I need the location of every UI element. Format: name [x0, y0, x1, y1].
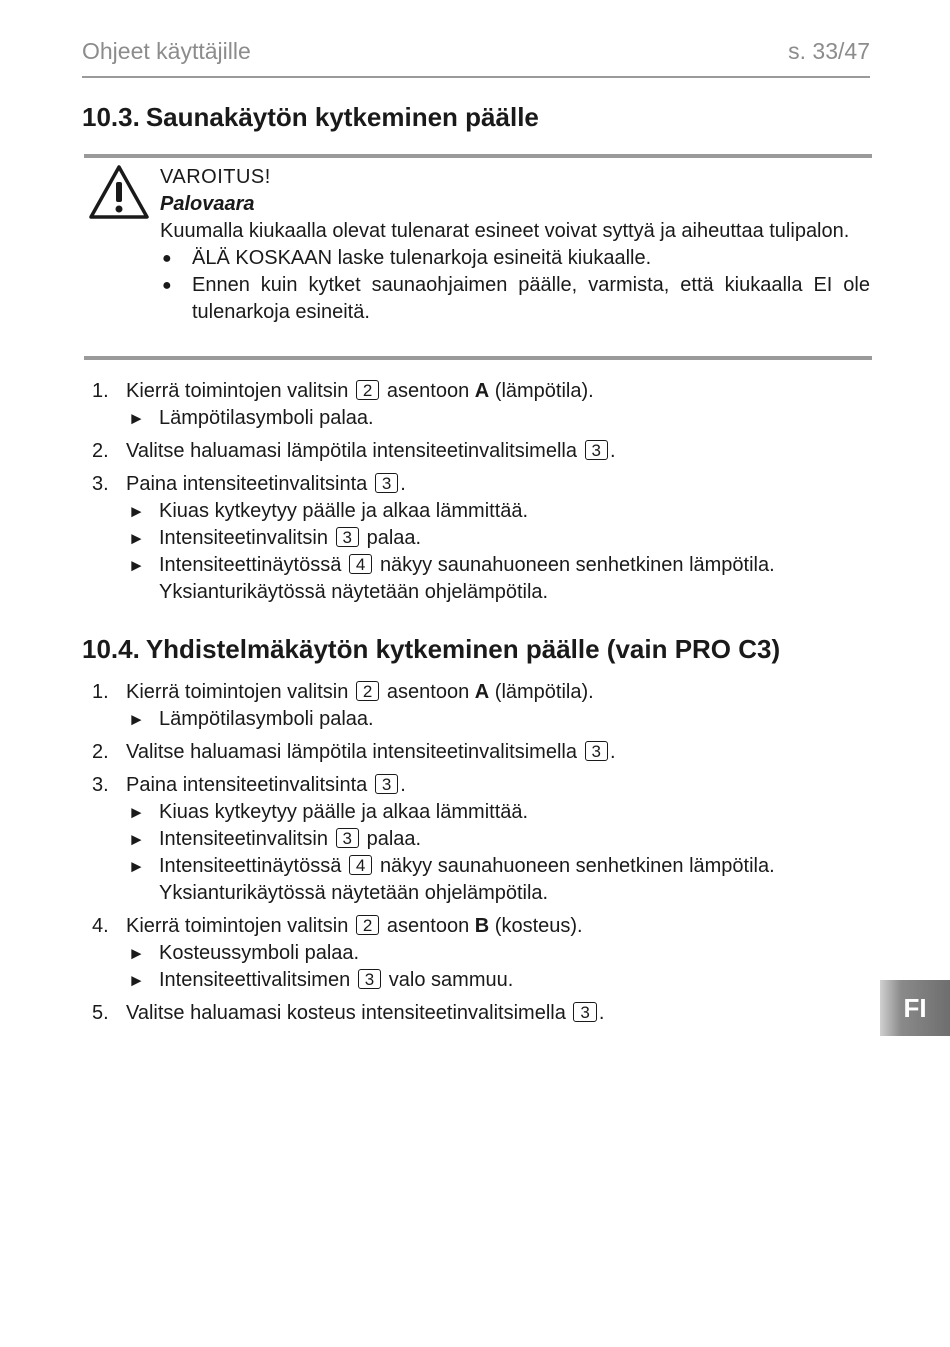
step-text: Valitse haluamasi lämpötila intensiteetinvalitsimella — [126, 741, 577, 763]
reference-box: 2 — [356, 681, 379, 701]
result-arrow-icon: ► — [128, 710, 145, 729]
result-line — [126, 940, 872, 967]
result-text: näkyy saunahuoneen senhetkinen lämpötila. Yksianturikäytössä näytetään ohjelämpötila. — [159, 554, 775, 603]
reference-box: 2 — [356, 915, 379, 935]
result-line — [126, 826, 872, 853]
step-number: 5. — [92, 1002, 109, 1024]
result-line — [126, 525, 872, 552]
reference-box: 3 — [573, 1002, 596, 1022]
result-line — [126, 853, 872, 907]
step-text: Kierrä toimintojen valitsin — [126, 915, 349, 937]
reference-box: 3 — [375, 774, 398, 794]
reference-box: 3 — [358, 969, 381, 989]
warning-text: Kuumalla kiukaalla olevat tulenarat esineet voivat syttyä ja aiheuttaa tulipalon. — [160, 220, 850, 242]
result-text: Lämpötilasymboli palaa. — [159, 407, 374, 429]
result-text: Intensiteettinäytössä — [159, 554, 342, 576]
step-item — [92, 679, 872, 733]
result-text: valo sammuu. — [388, 969, 514, 991]
result-text: Intensiteettivalitsimen — [159, 969, 351, 991]
step-text: . — [610, 440, 616, 462]
warning-title: VAROITUS! — [160, 166, 271, 188]
section-number: 10.3. — [82, 102, 140, 132]
reference-box: 4 — [349, 554, 372, 574]
page-number: s. 33/47 — [788, 38, 870, 64]
warning-bullets — [160, 245, 870, 326]
result-line — [126, 552, 872, 606]
step-text: (lämpötila). — [494, 380, 594, 402]
step-text: asentoon — [386, 380, 470, 402]
step-item — [92, 438, 872, 465]
step-item — [92, 471, 872, 606]
result-arrow-icon: ► — [128, 529, 145, 548]
step-text: asentoon — [386, 915, 470, 937]
step-text: (lämpötila). — [494, 681, 594, 703]
step-item — [92, 913, 872, 994]
result-arrow-icon: ► — [128, 857, 145, 876]
section-title: Yhdistelmäkäytön kytkeminen päälle (vain PRO C3) — [145, 634, 781, 664]
result-line — [126, 498, 872, 525]
mode-letter: A — [474, 380, 490, 402]
result-text: Kiuas kytkeytyy päälle ja alkaa lämmittää. — [159, 801, 529, 823]
step-text: . — [400, 774, 406, 796]
warning-subtitle: Palovaara — [160, 193, 255, 215]
step-text: Kierrä toimintojen valitsin — [126, 681, 349, 703]
step-text: . — [400, 473, 406, 495]
step-item — [92, 1000, 872, 1027]
result-text: Intensiteettinäytössä — [159, 855, 342, 877]
result-text: palaa. — [366, 828, 422, 850]
warning-bullet — [160, 272, 870, 326]
result-line — [126, 967, 872, 994]
reference-box: 3 — [585, 440, 608, 460]
warning-triangle-icon — [88, 164, 150, 220]
warning-body — [160, 164, 870, 326]
step-item — [92, 378, 872, 432]
step-text: Valitse haluamasi kosteus intensiteetinvalitsimella — [126, 1002, 566, 1024]
step-number: 1. — [92, 681, 109, 703]
step-text: Paina intensiteetinvalitsinta — [126, 473, 368, 495]
step-item — [92, 739, 872, 766]
result-arrow-icon: ► — [128, 409, 145, 428]
result-text: näkyy saunahuoneen senhetkinen lämpötila. Yksianturikäytössä näytetään ohjelämpötila. — [159, 855, 775, 904]
running-header — [82, 38, 870, 78]
result-arrow-icon: ► — [128, 830, 145, 849]
step-text: . — [610, 741, 616, 763]
steps-list-10-3 — [92, 378, 872, 612]
step-text: asentoon — [386, 681, 470, 703]
step-number: 1. — [92, 380, 109, 402]
reference-box: 4 — [349, 855, 372, 875]
result-text: Intensiteetinvalitsin — [159, 527, 328, 549]
step-text: (kosteus). — [494, 915, 583, 937]
result-arrow-icon: ► — [128, 502, 145, 521]
result-line — [126, 799, 872, 826]
step-number: 2. — [92, 440, 109, 462]
section-heading-10-3 — [82, 102, 539, 133]
language-tab: FI — [880, 980, 950, 1036]
warning-bullet-text: Ennen kuin kytket saunaohjaimen päälle, varmista, että kiukaalla EI ole tulenarkoja esineitä. — [192, 274, 870, 323]
result-arrow-icon: ► — [128, 944, 145, 963]
step-text: Valitse haluamasi lämpötila intensiteetinvalitsimella — [126, 440, 577, 462]
result-text: Kiuas kytkeytyy päälle ja alkaa lämmittää. — [159, 500, 529, 522]
result-arrow-icon: ► — [128, 803, 145, 822]
reference-box: 3 — [336, 527, 359, 547]
step-text: Kierrä toimintojen valitsin — [126, 380, 349, 402]
header-title: Ohjeet käyttäjille — [82, 38, 251, 64]
section-heading-10-4 — [82, 634, 780, 665]
result-arrow-icon: ► — [128, 556, 145, 575]
bullet-icon: ● — [162, 250, 172, 267]
step-text: . — [598, 1002, 605, 1024]
reference-box: 3 — [375, 473, 398, 493]
result-text: Lämpötilasymboli palaa. — [159, 708, 374, 730]
reference-box: 3 — [336, 828, 359, 848]
result-line — [126, 706, 872, 733]
result-text: palaa. — [366, 527, 422, 549]
warning-box — [84, 154, 872, 360]
section-title: Saunakäytön kytkeminen päälle — [145, 102, 539, 132]
mode-letter: A — [474, 681, 490, 703]
step-item — [92, 772, 872, 907]
steps-list-10-4 — [92, 679, 872, 1033]
result-arrow-icon: ► — [128, 971, 145, 990]
result-text: Intensiteetinvalitsin — [159, 828, 328, 850]
step-text: Paina intensiteetinvalitsinta — [126, 774, 368, 796]
step-number: 3. — [92, 473, 109, 495]
result-text: Kosteussymboli palaa. — [159, 942, 360, 964]
reference-box: 3 — [585, 741, 608, 761]
reference-box: 2 — [356, 380, 379, 400]
step-number: 3. — [92, 774, 109, 796]
warning-bullet-text: ÄLÄ KOSKAAN laske tulenarkoja esineitä kiukaalle. — [192, 247, 652, 269]
warning-bullet — [160, 245, 870, 272]
result-line — [126, 405, 872, 432]
mode-letter: B — [474, 915, 490, 937]
section-number: 10.4. — [82, 634, 140, 664]
step-number: 2. — [92, 741, 109, 763]
step-number: 4. — [92, 915, 109, 937]
bullet-icon: ● — [162, 277, 172, 294]
